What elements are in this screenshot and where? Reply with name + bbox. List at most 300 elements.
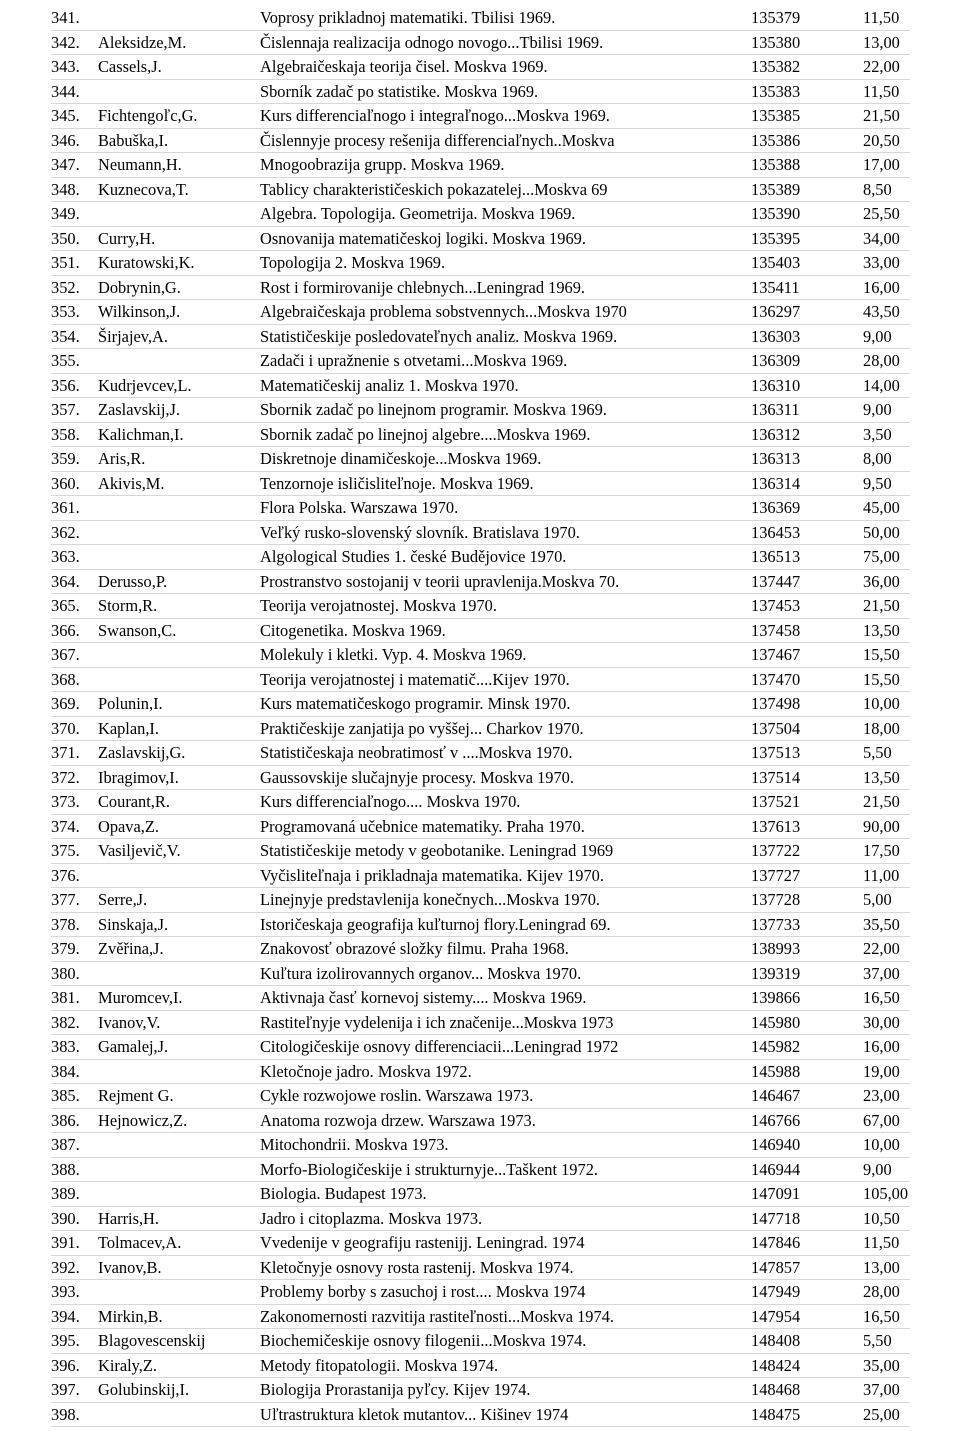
entry-code: 136310 <box>751 375 801 395</box>
entry-price: 16,00 <box>863 277 900 297</box>
entry-author: Kalichman,I. <box>98 424 184 444</box>
entry-author: Zaslavskij,G. <box>98 743 186 762</box>
table-row <box>51 349 910 374</box>
table-row <box>51 447 910 472</box>
entry-code: 137504 <box>751 718 801 738</box>
entry-code: 137498 <box>751 694 801 713</box>
entry-number: 356. <box>51 375 80 395</box>
entry-code: 136309 <box>751 351 801 370</box>
entry-code: 137727 <box>751 865 801 885</box>
entry-code: 135383 <box>751 81 801 101</box>
entry-price: 37,00 <box>863 1380 900 1399</box>
entry-number: 393. <box>51 1282 80 1301</box>
table-row <box>51 153 910 178</box>
entry-price: 90,00 <box>863 816 900 836</box>
table-row <box>51 962 910 987</box>
entry-price: 25,00 <box>863 1404 900 1424</box>
entry-number: 366. <box>51 620 80 640</box>
entry-author: Ivanov,V. <box>98 1012 161 1032</box>
entry-code: 137514 <box>751 767 801 787</box>
table-row <box>51 129 910 154</box>
entry-price: 28,00 <box>863 1282 900 1301</box>
entry-title: Statističeskije metody v geobotanike. Leningrad 1969 <box>260 841 614 860</box>
entry-code: 148468 <box>751 1380 801 1399</box>
entry-price: 10,00 <box>863 694 900 713</box>
entry-price: 18,00 <box>863 718 900 738</box>
entry-title: Algebraičeskaja problema sobstvennych...Moskva 1970 <box>260 302 627 321</box>
entry-title: Sbornik zadač po linejnoj algebre....Moskva 1969. <box>260 424 591 444</box>
entry-author: Neumann,H. <box>98 155 182 174</box>
entry-code: 148408 <box>751 1331 801 1350</box>
entry-code: 135385 <box>751 106 801 125</box>
entry-title: Rost i formirovanije chlebnych...Leningrad 1969. <box>260 277 586 297</box>
entry-title: Teorija verojatnostej i matematič....Kijev 1970. <box>260 669 570 689</box>
entry-price: 3,50 <box>863 424 892 444</box>
entry-title: Programovaná učebnice matematiky. Praha 1970. <box>260 816 585 836</box>
table-row <box>51 1133 910 1158</box>
entry-title: Aktivnaja časť kornevoj sistemy.... Moskva 1969. <box>260 988 587 1007</box>
table-row <box>51 692 910 717</box>
entry-title: Biochemičeskije osnovy filogenii...Moskva 1974. <box>260 1331 587 1350</box>
entry-number: 349. <box>51 204 80 223</box>
entry-number: 396. <box>51 1355 80 1375</box>
entry-code: 137467 <box>751 645 801 664</box>
entry-title: Problemy borby s zasuchoj i rost.... Moskva 1974 <box>260 1282 586 1301</box>
entry-code: 137722 <box>751 841 801 860</box>
entry-code: 136453 <box>751 522 801 542</box>
entry-number: 355. <box>51 351 80 370</box>
entry-number: 369. <box>51 694 80 713</box>
entry-code: 135386 <box>751 130 801 150</box>
entry-title: Kletočnyje osnovy rosta rastenij. Moskva 1974. <box>260 1257 574 1277</box>
entry-price: 9,00 <box>863 400 892 419</box>
entry-author: Aleksidze,M. <box>98 32 187 52</box>
entry-author: Gamalej,J. <box>98 1037 169 1056</box>
entry-title: Osnovanija matematičeskoj logiki. Moskva 1969. <box>260 228 586 248</box>
entry-author: Kiraly,Z. <box>98 1355 158 1375</box>
entry-number: 370. <box>51 718 80 738</box>
entry-price: 11,50 <box>863 1233 900 1252</box>
entry-price: 16,00 <box>863 1037 900 1056</box>
entry-price: 105,00 <box>863 1184 909 1203</box>
entry-code: 135403 <box>751 253 801 272</box>
entry-author: Wilkinson,J. <box>98 302 181 321</box>
entry-title: Veľký rusko-slovenský slovník. Bratislava 1970. <box>260 522 580 542</box>
table-row <box>51 1060 910 1085</box>
entry-code: 135380 <box>751 32 801 52</box>
entry-price: 67,00 <box>863 1110 900 1130</box>
entry-price: 9,50 <box>863 473 892 493</box>
entry-code: 136314 <box>751 473 801 493</box>
table-row <box>51 1329 910 1354</box>
entry-number: 374. <box>51 816 80 836</box>
table-row <box>51 31 910 56</box>
entry-author: Akivis,M. <box>98 473 165 493</box>
entry-title: Zakonomernosti razvitija rastiteľnosti...Moskva 1974. <box>260 1306 614 1326</box>
entry-code: 148475 <box>751 1404 801 1424</box>
entry-author: Derusso,P. <box>98 571 168 591</box>
table-row <box>51 888 910 913</box>
entry-price: 16,50 <box>863 1306 900 1326</box>
entry-number: 361. <box>51 498 80 517</box>
table-row <box>51 790 910 815</box>
entry-number: 354. <box>51 326 80 346</box>
entry-title: Kuľtura izolirovannych organov... Moskva 1970. <box>260 963 582 983</box>
entry-title: Algebraičeskaja teorija čisel. Moskva 1969. <box>260 57 548 76</box>
entry-price: 75,00 <box>863 547 900 566</box>
entry-code: 136369 <box>751 498 801 517</box>
entry-title: Sbornik zadač po linejnom programir. Moskva 1969. <box>260 400 607 419</box>
entry-number: 352. <box>51 277 80 297</box>
entry-title: Diskretnoje dinamičeskoje...Moskva 1969. <box>260 449 542 468</box>
entry-code: 137470 <box>751 669 801 689</box>
entry-code: 148424 <box>751 1355 801 1375</box>
table-row <box>51 741 910 766</box>
catalog-table <box>51 6 910 1427</box>
entry-author: Blagovescenskij <box>98 1331 206 1350</box>
entry-number: 392. <box>51 1257 80 1277</box>
table-row <box>51 202 910 227</box>
entry-code: 146944 <box>751 1159 801 1179</box>
entry-title: Znakovosť obrazové složky filmu. Praha 1968. <box>260 939 569 958</box>
entry-title: Flora Polska. Warszawa 1970. <box>260 498 459 517</box>
table-row <box>51 717 910 742</box>
table-row <box>51 1403 910 1428</box>
entry-code: 135389 <box>751 179 801 199</box>
entry-number: 350. <box>51 228 80 248</box>
entry-price: 20,50 <box>863 130 900 150</box>
entry-number: 347. <box>51 155 80 174</box>
entry-code: 137728 <box>751 890 801 909</box>
entry-price: 11,50 <box>863 8 900 27</box>
entry-price: 35,00 <box>863 1355 900 1375</box>
entry-number: 380. <box>51 963 80 983</box>
table-row <box>51 1207 910 1232</box>
entry-title: Sborník zadač po statistike. Moskva 1969. <box>260 81 539 101</box>
table-row <box>51 839 910 864</box>
table-row <box>51 1354 910 1379</box>
entry-title: Čislennaja realizacija odnogo novogo...Tbilisi 1969. <box>260 32 604 52</box>
entry-title: Jadro i citoplazma. Moskva 1973. <box>260 1208 483 1228</box>
entry-number: 368. <box>51 669 80 689</box>
entry-code: 136313 <box>751 449 801 468</box>
table-row <box>51 815 910 840</box>
entry-number: 360. <box>51 473 80 493</box>
entry-number: 383. <box>51 1037 80 1056</box>
table-row <box>51 104 910 129</box>
table-row <box>51 496 910 521</box>
entry-author: Sinskaja,J. <box>98 914 169 934</box>
entry-code: 135382 <box>751 57 801 76</box>
entry-author: Mirkin,B. <box>98 1306 163 1326</box>
entry-price: 5,50 <box>863 1331 892 1350</box>
entry-number: 363. <box>51 547 80 566</box>
entry-code: 147846 <box>751 1233 801 1252</box>
entry-title: Linejnyje predstavlenija konečnych...Moskva 1970. <box>260 890 601 909</box>
entry-price: 50,00 <box>863 522 900 542</box>
entry-code: 146940 <box>751 1135 801 1154</box>
entry-code: 136513 <box>751 547 801 566</box>
entry-number: 342. <box>51 32 80 52</box>
entry-author: Harris,H. <box>98 1208 159 1228</box>
entry-number: 358. <box>51 424 80 444</box>
entry-title: Mitochondrii. Moskva 1973. <box>260 1135 449 1154</box>
entry-price: 13,00 <box>863 1257 900 1277</box>
table-row <box>51 766 910 791</box>
entry-number: 351. <box>51 253 80 272</box>
table-row <box>51 643 910 668</box>
table-row <box>51 276 910 301</box>
entry-author: Zvěřina,J. <box>98 939 164 958</box>
entry-title: Citogenetika. Moskva 1969. <box>260 620 446 640</box>
entry-price: 30,00 <box>863 1012 900 1032</box>
entry-title: Cykle rozwojowe roslin. Warszawa 1973. <box>260 1086 534 1105</box>
entry-price: 28,00 <box>863 351 900 370</box>
entry-author: Courant,R. <box>98 792 170 811</box>
entry-author: Vasiljevič,V. <box>98 841 181 860</box>
entry-number: 375. <box>51 841 80 860</box>
entry-price: 15,50 <box>863 669 900 689</box>
entry-price: 43,50 <box>863 302 900 321</box>
entry-title: Statističeskije posledovateľnych analiz. Moskva 1969. <box>260 326 618 346</box>
entry-title: Anatoma rozwoja drzew. Warszawa 1973. <box>260 1110 536 1130</box>
entry-author: Tolmacev,A. <box>98 1233 182 1252</box>
entry-price: 33,00 <box>863 253 900 272</box>
entry-code: 137521 <box>751 792 801 811</box>
entry-price: 14,00 <box>863 375 900 395</box>
entry-title: Biologija Prorastanija pyľcy. Kijev 1974. <box>260 1380 531 1399</box>
table-row <box>51 937 910 962</box>
entry-price: 5,00 <box>863 890 892 909</box>
entry-price: 37,00 <box>863 963 900 983</box>
table-row <box>51 545 910 570</box>
entry-code: 146467 <box>751 1086 801 1105</box>
entry-price: 13,50 <box>863 620 900 640</box>
entry-price: 23,00 <box>863 1086 900 1105</box>
table-row <box>51 521 910 546</box>
entry-number: 385. <box>51 1086 80 1105</box>
entry-title: Čislennyje procesy rešenija differenciaľnych..Moskva <box>260 130 615 150</box>
entry-number: 372. <box>51 767 80 787</box>
entry-number: 357. <box>51 400 80 419</box>
table-row <box>51 300 910 325</box>
table-row <box>51 619 910 644</box>
entry-number: 371. <box>51 743 80 762</box>
entry-code: 137453 <box>751 596 801 615</box>
entry-author: Kaplan,I. <box>98 718 159 738</box>
entry-price: 22,00 <box>863 57 900 76</box>
entry-title: Kurs matematičeskogo programir. Minsk 1970. <box>260 694 571 713</box>
entry-number: 389. <box>51 1184 80 1203</box>
entry-number: 343. <box>51 57 80 76</box>
entry-author: Opava,Z. <box>98 816 159 836</box>
entry-number: 376. <box>51 865 80 885</box>
entry-author: Cassels,J. <box>98 57 162 76</box>
table-row <box>51 1280 910 1305</box>
entry-author: Hejnowicz,Z. <box>98 1110 188 1130</box>
entry-price: 17,50 <box>863 841 900 860</box>
entry-code: 135411 <box>751 277 800 297</box>
table-row <box>51 864 910 889</box>
entry-code: 135395 <box>751 228 801 248</box>
entry-code: 147857 <box>751 1257 801 1277</box>
table-row <box>51 472 910 497</box>
table-row <box>51 374 910 399</box>
entry-title: Citologičeskije osnovy differenciacii...Leningrad 1972 <box>260 1037 619 1056</box>
entry-title: Mnogoobrazija grupp. Moskva 1969. <box>260 155 505 174</box>
entry-price: 21,50 <box>863 792 900 811</box>
entry-number: 346. <box>51 130 80 150</box>
table-row <box>51 398 910 423</box>
entry-code: 147718 <box>751 1208 801 1228</box>
entry-code: 135379 <box>751 8 801 27</box>
entry-title: Vyčisliteľnaja i prikladnaja matematika. Kijev 1970. <box>260 865 604 885</box>
entry-author: Swanson,C. <box>98 620 177 640</box>
entry-author: Širjajev,A. <box>98 326 168 346</box>
entry-number: 378. <box>51 914 80 934</box>
entry-author: Zaslavskij,J. <box>98 400 180 419</box>
entry-price: 16,50 <box>863 988 900 1007</box>
table-row <box>51 1011 910 1036</box>
entry-price: 5,50 <box>863 743 892 762</box>
entry-number: 345. <box>51 106 80 125</box>
entry-price: 11,00 <box>863 865 900 885</box>
table-row <box>51 55 910 80</box>
table-row <box>51 570 910 595</box>
entry-title: Algebra. Topologija. Geometrija. Moskva 1969. <box>260 204 576 223</box>
entry-code: 135390 <box>751 204 801 223</box>
entry-author: Polunin,I. <box>98 694 163 713</box>
entry-number: 382. <box>51 1012 80 1032</box>
entry-code: 137733 <box>751 914 801 934</box>
entry-author: Rejment G. <box>98 1086 174 1105</box>
entry-price: 17,00 <box>863 155 900 174</box>
entry-price: 21,50 <box>863 106 900 125</box>
entry-author: Storm,R. <box>98 596 158 615</box>
entry-code: 147949 <box>751 1282 801 1301</box>
entry-title: Uľtrastruktura kletok mutantov... Kišinev 1974 <box>260 1404 569 1424</box>
entry-title: Matematičeskij analiz 1. Moskva 1970. <box>260 375 519 395</box>
entry-title: Kletočnoje jadro. Moskva 1972. <box>260 1061 472 1081</box>
entry-title: Morfo-Biologičeskije i strukturnyje...Taškent 1972. <box>260 1159 598 1179</box>
entry-price: 10,50 <box>863 1208 900 1228</box>
entry-price: 21,50 <box>863 596 900 615</box>
entry-code: 137458 <box>751 620 801 640</box>
table-row <box>51 6 910 31</box>
entry-title: Statističeskaja neobratimosť v ....Moskva 1970. <box>260 743 573 762</box>
entry-title: Molekuly i kletki. Vyp. 4. Moskva 1969. <box>260 645 527 664</box>
table-row <box>51 251 910 276</box>
entry-code: 145988 <box>751 1061 801 1081</box>
entry-number: 377. <box>51 890 80 909</box>
entry-price: 36,00 <box>863 571 900 591</box>
table-row <box>51 913 910 938</box>
entry-title: Voprosy prikladnoj matematiki. Tbilisi 1969. <box>260 8 556 27</box>
entry-price: 11,50 <box>863 81 900 101</box>
entry-number: 384. <box>51 1061 80 1081</box>
entry-title: Kurs differenciaľnogo.... Moskva 1970. <box>260 792 521 811</box>
entry-number: 394. <box>51 1306 80 1326</box>
entry-number: 362. <box>51 522 80 542</box>
entry-author: Babuška,I. <box>98 130 169 150</box>
entry-price: 45,00 <box>863 498 900 517</box>
entry-number: 359. <box>51 449 80 468</box>
entry-number: 348. <box>51 179 80 199</box>
entry-number: 353. <box>51 302 80 321</box>
entry-author: Golubinskij,I. <box>98 1380 190 1399</box>
entry-number: 395. <box>51 1331 80 1350</box>
entry-title: Zadači i upražnenie s otvetami...Moskva 1969. <box>260 351 568 370</box>
table-row <box>51 423 910 448</box>
entry-price: 9,00 <box>863 1159 892 1179</box>
entry-author: Kuratowski,K. <box>98 253 195 272</box>
entry-price: 25,50 <box>863 204 900 223</box>
entry-code: 137447 <box>751 571 801 591</box>
table-row <box>51 1378 910 1403</box>
entry-number: 381. <box>51 988 80 1007</box>
table-row <box>51 1084 910 1109</box>
entry-code: 137613 <box>751 816 801 836</box>
entry-number: 341. <box>51 8 80 27</box>
table-row <box>51 1109 910 1134</box>
entry-number: 344. <box>51 81 80 101</box>
entry-number: 390. <box>51 1208 80 1228</box>
entry-author: Kudrjevcev,L. <box>98 375 192 395</box>
entry-author: Serre,J. <box>98 890 148 909</box>
table-row <box>51 1231 910 1256</box>
entry-author: Ivanov,B. <box>98 1257 162 1277</box>
entry-price: 8,50 <box>863 179 892 199</box>
entry-code: 138993 <box>751 939 801 958</box>
entry-code: 136297 <box>751 302 801 321</box>
entry-code: 147091 <box>751 1184 801 1203</box>
entry-author: Kuznecova,T. <box>98 179 189 199</box>
table-row <box>51 1256 910 1281</box>
entry-title: Biologia. Budapest 1973. <box>260 1184 427 1203</box>
entry-number: 398. <box>51 1404 80 1424</box>
entry-author: Fichtengoľc,G. <box>98 106 198 125</box>
entry-price: 13,50 <box>863 767 900 787</box>
entry-title: Vvedenije v geografiju rastenijj. Leningrad. 1974 <box>260 1233 585 1252</box>
entry-price: 34,00 <box>863 228 900 248</box>
table-row <box>51 594 910 619</box>
table-row <box>51 1182 910 1207</box>
entry-number: 364. <box>51 571 80 591</box>
entry-price: 22,00 <box>863 939 900 958</box>
table-row <box>51 1305 910 1330</box>
entry-number: 379. <box>51 939 80 958</box>
entry-number: 391. <box>51 1233 80 1252</box>
entry-price: 8,00 <box>863 449 892 468</box>
entry-title: Praktičeskije zanjatija po vyššej... Charkov 1970. <box>260 718 584 738</box>
table-row <box>51 178 910 203</box>
entry-number: 388. <box>51 1159 80 1179</box>
entry-code: 145980 <box>751 1012 801 1032</box>
entry-price: 13,00 <box>863 32 900 52</box>
entry-price: 10,00 <box>863 1135 900 1154</box>
entry-number: 397. <box>51 1380 80 1399</box>
table-row <box>51 80 910 105</box>
entry-code: 139319 <box>751 963 801 983</box>
entry-title: Topologija 2. Moskva 1969. <box>260 253 446 272</box>
entry-number: 386. <box>51 1110 80 1130</box>
entry-number: 387. <box>51 1135 80 1154</box>
entry-title: Rastiteľnyje vydelenija i ich značenije...Moskva 1973 <box>260 1012 614 1032</box>
entry-title: Kurs differenciaľnogo i integraľnogo...Moskva 1969. <box>260 106 610 125</box>
entry-price: 9,00 <box>863 326 892 346</box>
table-row <box>51 668 910 693</box>
table-row <box>51 986 910 1011</box>
